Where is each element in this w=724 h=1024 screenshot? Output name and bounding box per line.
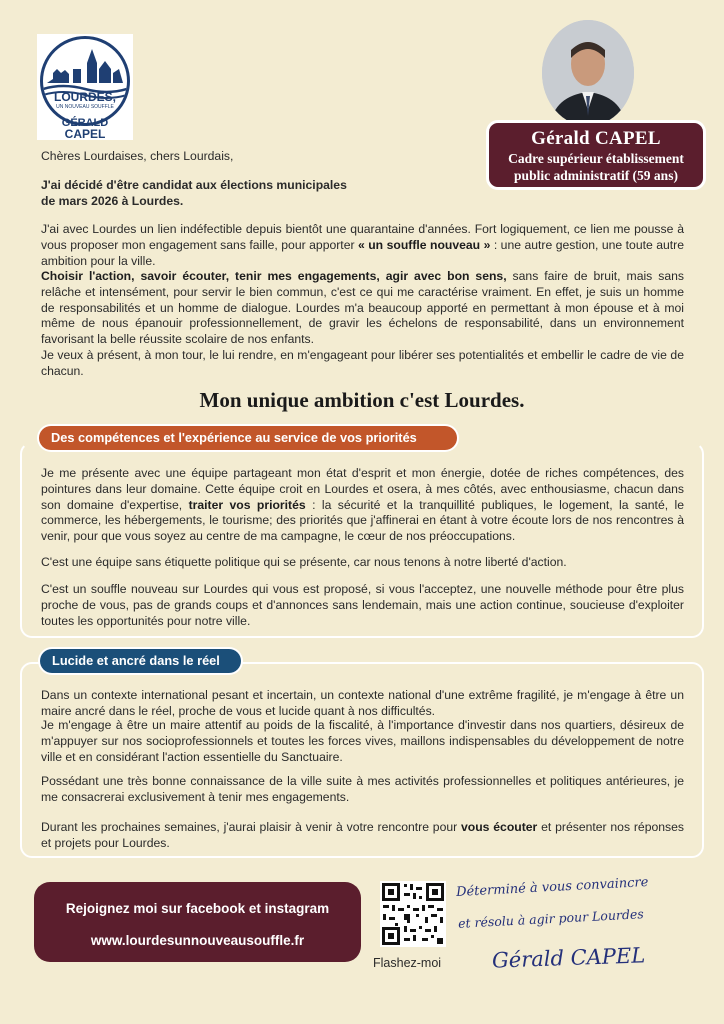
website-link[interactable]: www.lourdesunnouveausouffle.fr <box>90 933 305 948</box>
headline: Mon unique ambition c'est Lourdes. <box>199 388 525 412</box>
person-photo-icon <box>542 20 634 126</box>
candidate-portrait <box>542 20 634 126</box>
values-emphasis: Choisir l'action, savoir écouter, tenir mes engagements, agir avec bon sens, <box>41 269 507 283</box>
section-2-paragraph-4 <box>41 820 684 852</box>
logo-line-4: CAPEL <box>64 127 106 141</box>
section-2-title: Lucide et ancré dans le réel <box>40 649 241 673</box>
section-2-text-b: et présenter nos réponses et projets pour Lourdes. <box>41 820 685 850</box>
section-1-paragraph-2: C'est une équipe sans étiquette politique qui se présente, car nous tenons à notre liberté d'action. <box>41 555 567 569</box>
section-1-paragraph-1 <box>41 466 684 545</box>
intro-text-b: : une autre gestion, une toute autre ambition pour la ville. <box>41 237 684 268</box>
qr-caption: Flashez-moi <box>373 956 442 970</box>
qr-code[interactable] <box>380 881 446 947</box>
logo-line-1: LOURDES, <box>53 90 116 104</box>
logo-line-2: UN NOUVEAU SOUFFLE <box>56 104 114 110</box>
section-2-emphasis: vous écouter <box>461 820 538 834</box>
section-1-emphasis: traiter vos priorités <box>188 497 306 512</box>
section-2-paragraph-2: Je m'engage à être un maire attentif au poids de la fiscalité, à l'importance d'investir dans nos quartiers, désireux de m'appuyer sur nos socioprofessionnels et toutes les forces vives, maillons indispensables du développement de notre ville et en considérant l'action essentielle du Sanctuaire. <box>41 718 684 764</box>
section-1-text-b: : la sécurité et la tranquillité publiques, le logement, la santé, le commerce, les hébergements, le tourisme; des priorités que j'affinerai en étant à votre écoute lors de nos rencontres à venir, pour que vous soyez au centre de ma campagne, le cœur de nos préoccupations. <box>41 497 684 544</box>
values-text: sans faire de bruit, mais sans relâche et intensément, pour servir le bien commun, c'est ce qui me caractérise vraiment. En effet, je suis un homme de responsabilités et un homme de dialogue. Lourdes m'a beaucoup apporté en permettant à mon épouse et à moi même de nous épanouir professionnellement, de gravir les échelons de responsabilité, dans un environnement favorisant la belle réussite scolaire de nos enfants. <box>41 269 684 347</box>
intro-emphasis: « un souffle nouveau » <box>358 237 491 252</box>
signature: Gérald CAPEL <box>491 943 646 973</box>
section-1-title: Des compétences et l'expérience au service de vos priorités <box>39 426 457 450</box>
announcement <box>41 178 461 210</box>
basilica-icon <box>43 39 127 123</box>
values-closing: Je veux à présent, à mon tour, le lui rendre, en m'engageant pour libérer ses potentialités et embellir le cadre de vie de chacun. <box>41 347 684 378</box>
candidate-role-line-2: public administratif (59 ans) <box>514 168 678 183</box>
section-2-text-a: Durant les prochaines semaines, j'aurai plaisir à venir à votre rencontre pour <box>41 820 462 834</box>
handwritten-line-1: Déterminé à vous convaincre <box>455 874 649 901</box>
announcement-line-1: J'ai décidé d'être candidat aux élections municipales <box>41 178 347 192</box>
campaign-logo <box>37 34 133 140</box>
section-1-text-a: Je me présente avec une équipe partageant mon état d'esprit et mon énergie, dotée de riches compétences, des pointures dans leur domaine. Cette équipe croit en Lourdes et osera, à mes côtés, avec enthousiasme, chacun dans son domaine d'expertise, <box>41 466 684 512</box>
logo-line-3: GÉRALD <box>61 117 109 129</box>
values-paragraph <box>41 269 684 380</box>
candidate-name: Gérald CAPEL <box>531 128 661 149</box>
qr-code-icon <box>380 881 446 947</box>
announcement-line-2: de mars 2026 à Lourdes. <box>41 193 184 208</box>
section-1-paragraph-3: C'est un souffle nouveau sur Lourdes qui vous est proposé, si vous l'acceptez, une nouvelle méthode pour être plus proche de vous, pas de grands coups et d'annonces sans lendemain, mais une action continue, soucieuse d'exploiter toutes les opportunités pour notre ville. <box>41 582 684 628</box>
social-banner <box>34 882 361 962</box>
social-invite[interactable]: Rejoignez moi sur facebook et instagram <box>65 901 330 916</box>
intro-text-a: J'ai avec Lourdes un lien indéfectible depuis bientôt une quarantaine d'années. Fort logiquement, ce lien me pousse à vous proposer mon engagement sans faille, pour apporter <box>41 222 684 252</box>
greeting: Chères Lourdaises, chers Lourdais, <box>41 149 234 163</box>
candidate-role-line-1: Cadre supérieur établissement <box>508 151 684 166</box>
handwritten-line-2: et résolu à agir pour Lourdes <box>457 906 645 931</box>
section-2-paragraph-1: Dans un contexte international pesant et incertain, un contexte national d'une extrême fragilité, je m'engage à être un maire ancré dans le réel, proche de vous et lucide quant à nos difficultés. <box>41 688 684 718</box>
section-2-paragraph-3: Possédant une très bonne connaissance de la ville suite à mes activités professionnelles et politiques antérieures, je me consacrerai exclusivement à tenir mes engagements. <box>41 774 684 804</box>
intro-paragraph <box>41 222 684 269</box>
logo-emblem <box>40 36 130 126</box>
